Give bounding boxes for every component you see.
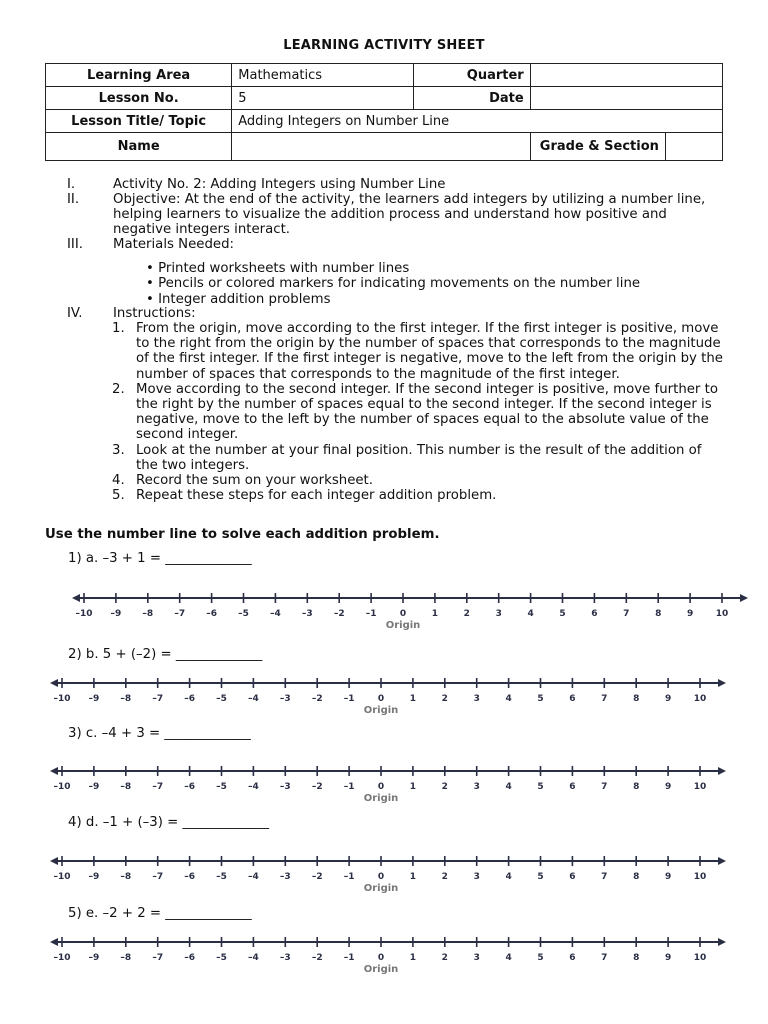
left-arrow-icon (72, 594, 80, 602)
tick-label: 8 (633, 872, 640, 882)
tick-label: –4 (248, 953, 259, 963)
section-3 (67, 237, 727, 252)
tick-label: –10 (53, 782, 71, 792)
tick-label: –7 (152, 872, 164, 882)
left-arrow-icon (50, 857, 58, 865)
tick-label: –8 (142, 609, 154, 619)
tick-label: –1 (343, 782, 355, 792)
step-text: From the origin, move according to the first integer. If the first integer is positive, move to the right from the origin by the number of spaces that corresponds to the magnitude of the first integer. If the first integer is negative, move to the left from the origin by the number of spaces that corresponds to the magnitude of the first integer. (136, 321, 723, 382)
tick-label: –9 (88, 782, 100, 792)
tick-label: –2 (333, 609, 345, 619)
tick-label: 3 (473, 953, 480, 963)
tick-label: 7 (601, 782, 608, 792)
section-number: III. (67, 237, 83, 252)
number-line-1[interactable] (72, 590, 748, 632)
section-1 (67, 177, 727, 192)
tick-label: –4 (248, 694, 259, 704)
tick-label: 6 (569, 953, 576, 963)
name-label: Name (46, 133, 232, 161)
tick-label: 10 (693, 953, 707, 963)
tick-label: –7 (152, 694, 164, 704)
name-field[interactable] (232, 133, 530, 161)
tick-label: 9 (686, 609, 694, 619)
header-row-1 (46, 64, 723, 87)
tick-label: –5 (216, 953, 227, 963)
tick-label: –3 (279, 953, 291, 963)
step-text: Repeat these steps for each integer addition problem. (136, 488, 497, 504)
tick-label: 7 (601, 872, 608, 882)
number-line-2[interactable] (50, 675, 726, 717)
section-4 (67, 306, 727, 321)
origin-label: Origin (363, 705, 399, 716)
tick-label: –10 (53, 694, 71, 704)
tick-label: 2 (441, 872, 448, 882)
tick-label: 3 (473, 782, 480, 792)
tick-label: –3 (279, 782, 291, 792)
lesson-no-value[interactable]: 5 (232, 87, 413, 110)
grade-section-label: Grade & Section (530, 133, 665, 161)
header-row-2 (46, 87, 723, 110)
origin-label: Origin (363, 793, 399, 804)
tick-label: –8 (120, 953, 132, 963)
section-text: Instructions: (113, 306, 196, 321)
problem-1[interactable]: 1) a. –3 + 1 = _____________ (68, 551, 252, 566)
instructions-list (112, 321, 724, 503)
tick-label: –8 (120, 782, 132, 792)
tick-label: –9 (88, 872, 100, 882)
section-2 (67, 192, 727, 238)
tick-label: –3 (301, 609, 313, 619)
tick-label: 1 (409, 694, 417, 704)
tick-label: –6 (206, 609, 217, 619)
tick-label: 7 (623, 609, 630, 619)
right-arrow-icon (718, 938, 726, 946)
tick-label: 4 (527, 609, 534, 619)
tick-label: –8 (120, 872, 132, 882)
tick-label: 9 (664, 953, 672, 963)
tick-label: –2 (311, 694, 323, 704)
problem-3[interactable]: 3) c. –4 + 3 = _____________ (68, 726, 251, 741)
tick-label: –6 (184, 872, 195, 882)
problem-5[interactable]: 5) e. –2 + 2 = _____________ (68, 906, 252, 921)
tick-label: 0 (399, 609, 407, 619)
tick-label: –3 (279, 872, 291, 882)
tick-label: –6 (184, 782, 195, 792)
right-arrow-icon (718, 679, 726, 687)
right-arrow-icon (740, 594, 748, 602)
materials-list (146, 261, 746, 307)
tick-label: 1 (409, 953, 417, 963)
tick-label: 10 (693, 694, 707, 704)
lesson-title-label: Lesson Title/ Topic (46, 110, 232, 133)
step-number: 1. (112, 321, 125, 336)
tick-label: 8 (633, 782, 640, 792)
tick-label: 7 (601, 694, 608, 704)
tick-label: 5 (559, 609, 566, 619)
step-text: Record the sum on your worksheet. (136, 473, 373, 489)
tick-label: –2 (311, 953, 323, 963)
step-number: 3. (112, 442, 125, 458)
tick-label: 2 (441, 694, 448, 704)
tick-label: –6 (184, 694, 195, 704)
tick-label: –10 (53, 872, 71, 882)
origin-label: Origin (363, 883, 399, 894)
tick-label: –1 (365, 609, 377, 619)
tick-label: –2 (311, 782, 323, 792)
left-arrow-icon (50, 767, 58, 775)
list-item: • Integer addition problems (146, 291, 331, 307)
tick-label: 4 (505, 782, 512, 792)
header-row-3 (46, 110, 723, 133)
tick-label: 4 (505, 694, 512, 704)
tick-label: 9 (664, 782, 672, 792)
tick-label: –1 (343, 953, 355, 963)
tick-label: –9 (88, 953, 100, 963)
section-text: Objective: At the end of the activity, the learners add integers by utilizing a number line, helping learners to visualize the addition process and understand how positive and negative integers interact. (113, 192, 706, 238)
tick-label: –7 (152, 782, 164, 792)
quarter-field[interactable] (530, 64, 722, 87)
sheet-title: LEARNING ACTIVITY SHEET (283, 38, 485, 53)
list-item (112, 443, 724, 473)
section-number: II. (67, 192, 80, 207)
tick-label: –9 (110, 609, 122, 619)
section-text: Materials Needed: (113, 237, 235, 252)
tick-label: –1 (343, 694, 355, 704)
section-text: Activity No. 2: Adding Integers using Number Line (113, 177, 446, 192)
tick-label: 8 (633, 953, 640, 963)
tick-label: 5 (537, 953, 544, 963)
step-text: Look at the number at your final position. This number is the result of the addition of the two integers. (136, 442, 702, 473)
tick-label: 5 (537, 872, 544, 882)
right-arrow-icon (718, 857, 726, 865)
list-item (112, 382, 724, 443)
left-arrow-icon (50, 679, 58, 687)
origin-label: Origin (363, 964, 399, 975)
tick-label: 2 (441, 953, 448, 963)
list-item: • Pencils or colored markers for indicating movements on the number line (146, 276, 641, 292)
tick-label: 0 (377, 694, 385, 704)
header-row-4 (46, 133, 723, 161)
tick-label: 6 (569, 782, 576, 792)
tick-label: –9 (88, 694, 100, 704)
exercise-prompt: Use the number line to solve each addition problem. (45, 527, 440, 542)
learning-area-label: Learning Area (46, 64, 232, 87)
tick-label: 5 (537, 694, 544, 704)
tick-label: –7 (174, 609, 186, 619)
tick-label: –4 (248, 872, 259, 882)
tick-label: 7 (601, 953, 608, 963)
date-label: Date (413, 87, 530, 110)
tick-label: –5 (238, 609, 249, 619)
tick-label: –1 (343, 872, 355, 882)
tick-label: –5 (216, 782, 227, 792)
tick-label: –10 (75, 609, 93, 619)
origin-label: Origin (385, 620, 421, 631)
learning-area-value[interactable]: Mathematics (232, 64, 413, 87)
tick-label: –8 (120, 694, 132, 704)
step-number: 5. (112, 488, 125, 504)
tick-label: –3 (279, 694, 291, 704)
quarter-label: Quarter (413, 64, 530, 87)
list-item (112, 321, 724, 382)
tick-label: 2 (441, 782, 448, 792)
list-item (112, 473, 724, 488)
tick-label: –2 (311, 872, 323, 882)
tick-label: 1 (431, 609, 439, 619)
tick-label: 1 (409, 872, 417, 882)
header-table (45, 63, 723, 161)
left-arrow-icon (50, 938, 58, 946)
tick-label: 6 (569, 872, 576, 882)
right-arrow-icon (718, 767, 726, 775)
section-number: IV. (67, 306, 83, 321)
tick-label: –10 (53, 953, 71, 963)
step-text: Move according to the second integer. If the second integer is positive, move further to the right by the number of spaces equal to the second integer. If the second integer is negative, move to the left by the number of spaces equal to the absolute value of the second integer. (136, 381, 718, 443)
section-number: I. (67, 177, 76, 192)
tick-label: 8 (655, 609, 662, 619)
problem-4[interactable]: 4) d. –1 + (–3) = _____________ (68, 815, 269, 830)
tick-label: 4 (505, 872, 512, 882)
lesson-title-value[interactable]: Adding Integers on Number Line (232, 110, 723, 133)
tick-label: 9 (664, 694, 672, 704)
tick-label: 0 (377, 872, 385, 882)
tick-label: –5 (216, 694, 227, 704)
step-number: 4. (112, 473, 125, 489)
number-line-4[interactable] (50, 853, 726, 895)
date-field[interactable] (530, 87, 722, 110)
tick-label: –6 (184, 953, 195, 963)
tick-label: 10 (715, 609, 729, 619)
tick-label: –4 (248, 782, 259, 792)
list-item: • Printed worksheets with number lines (146, 261, 410, 276)
list-item (112, 488, 724, 503)
tick-label: 6 (591, 609, 598, 619)
lesson-no-label: Lesson No. (46, 87, 232, 110)
tick-label: 3 (473, 694, 480, 704)
tick-label: 2 (463, 609, 470, 619)
tick-label: 0 (377, 953, 385, 963)
tick-label: 1 (409, 782, 417, 792)
tick-label: 8 (633, 694, 640, 704)
tick-label: 10 (693, 872, 707, 882)
tick-label: –5 (216, 872, 227, 882)
tick-label: 10 (693, 782, 707, 792)
problem-2[interactable]: 2) b. 5 + (–2) = _____________ (68, 647, 263, 662)
tick-label: 4 (505, 953, 512, 963)
tick-label: 9 (664, 872, 672, 882)
tick-label: –7 (152, 953, 164, 963)
tick-label: 5 (537, 782, 544, 792)
step-number: 2. (112, 381, 125, 397)
grade-section-field[interactable] (665, 133, 722, 161)
number-line-5[interactable] (50, 934, 726, 976)
tick-label: 0 (377, 782, 385, 792)
tick-label: 6 (569, 694, 576, 704)
number-line-3[interactable] (50, 763, 726, 805)
tick-label: –4 (270, 609, 281, 619)
tick-label: 3 (473, 872, 480, 882)
tick-label: 3 (495, 609, 502, 619)
